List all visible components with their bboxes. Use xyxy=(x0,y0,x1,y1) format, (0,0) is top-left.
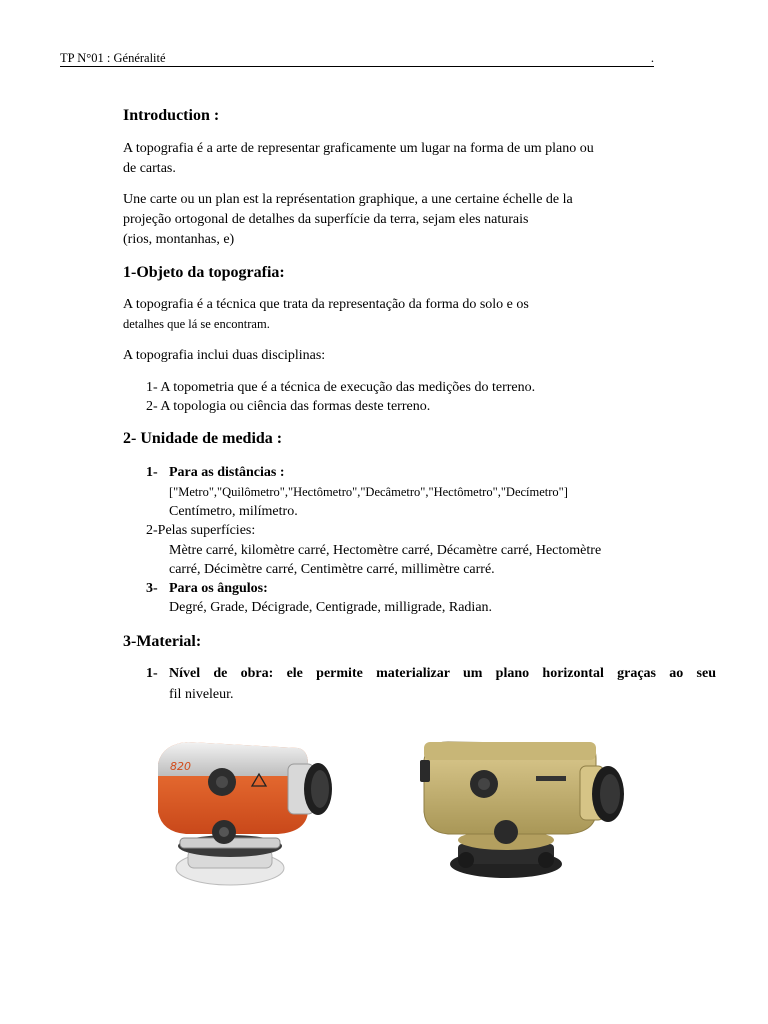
unidade-surfaces-line-1: Mètre carré, kilomètre carré, Hectomètre carré, Décamètre carré, Hectomètre xyxy=(169,543,602,558)
objeto-list-item-2: 2- A topologia ou ciência das formas deste terreno. xyxy=(146,399,431,414)
introduction-heading: Introduction : xyxy=(123,107,220,124)
orange-level-model-label: 820 xyxy=(170,760,191,773)
page-header xyxy=(60,51,654,67)
intro-paragraph-2-line-2: projeção ortogonal de detalhes da superfície da terra, sejam eles naturais xyxy=(123,212,529,227)
khaki-level-instrument-image xyxy=(418,736,630,884)
unidade-item-1-number: 1- xyxy=(146,465,158,480)
unidade-distance-extra: Centímetro, milímetro. xyxy=(169,504,298,519)
unidade-surfaces-line-2: carré, Décimètre carré, Centimètre carré, millimètre carré. xyxy=(169,562,495,577)
unidade-item-3-number: 3- xyxy=(146,581,158,596)
header-title: TP N°01 : Généralité xyxy=(60,51,166,65)
objeto-list-item-1: 1- A topometria que é a técnica de execução das medições do terreno. xyxy=(146,380,536,395)
material-heading: 3-Material: xyxy=(123,633,202,650)
intro-paragraph-2-line-3: (rios, montanhas, e) xyxy=(123,232,235,247)
orange-level-instrument-image xyxy=(148,734,338,890)
objeto-paragraph-line-2: detalhes que lá se encontram. xyxy=(123,317,270,331)
intro-paragraph-1-line-2: de cartas. xyxy=(123,161,176,176)
objeto-heading: 1-Objeto da topografia: xyxy=(123,264,285,281)
intro-paragraph-2-line-1: Une carte ou un plan est la représentation graphique, a une certaine échelle de la xyxy=(123,192,573,207)
unidade-item-1-title: Para as distâncias : xyxy=(169,465,285,480)
unidade-distance-list: ["Metro","Quilômetro","Hectômetro","Decâmetro","Hectômetro","Decímetro"] xyxy=(169,485,568,499)
objeto-paragraph-line-1: A topografia é a técnica que trata da representação da forma do solo e os xyxy=(123,297,529,312)
material-item-1-number: 1- xyxy=(146,666,158,681)
objeto-paragraph-disciplines: A topografia inclui duas disciplinas: xyxy=(123,348,326,363)
unidade-item-2-title: 2-Pelas superfícies: xyxy=(146,523,256,538)
unidade-item-3-title: Para os ângulos: xyxy=(169,581,268,596)
unidade-angles-line: Degré, Grade, Décigrade, Centigrade, milligrade, Radian. xyxy=(169,600,493,615)
material-item-1-line-2: fil niveleur. xyxy=(169,687,234,702)
intro-paragraph-1-line-1: A topografia é a arte de representar graficamente um lugar na forma de um plano ou xyxy=(123,141,594,156)
material-item-1-line-1: Nível de obra: ele permite materializar um plano horizontal graças ao seu xyxy=(169,666,716,681)
unidade-heading: 2- Unidade de medida : xyxy=(123,430,283,447)
header-trail: . xyxy=(650,51,654,65)
